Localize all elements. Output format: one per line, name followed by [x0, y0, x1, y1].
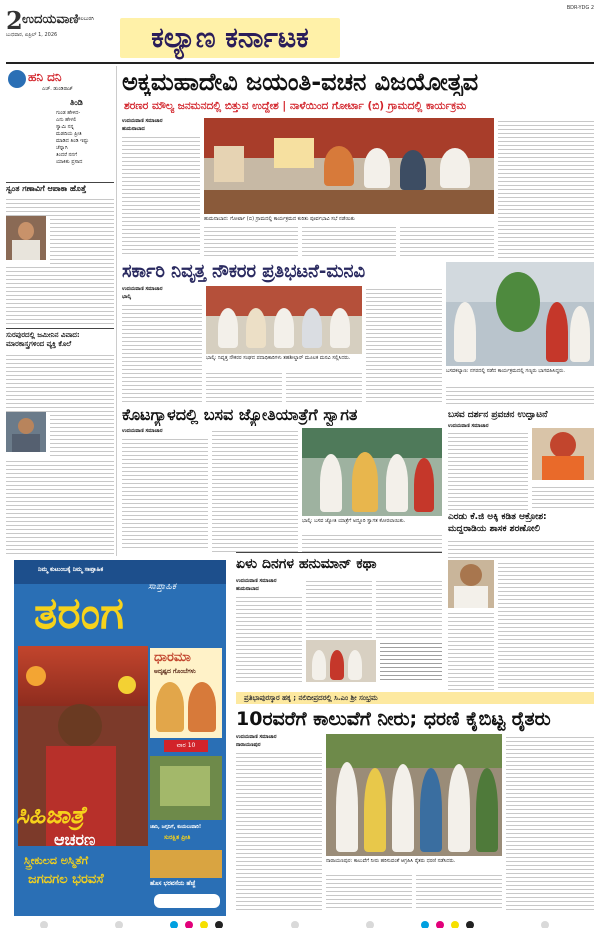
protest-headline: ಸರ್ಕಾರಿ ನಿವೃತ್ತ ನೌಕರರ ಪ್ರತಿಭಟನೆ-ಮನವಿ	[122, 261, 366, 282]
left-story2-headline: ಸುರಪುರದಲ್ಲಿ ಜಮೀನಿನ ವಿವಾದ: ಮಾರಕಾಸ್ತ್ರಗಳಿಂದ ವ್ಯಕ್ತಿ ಕೊಲೆ	[6, 331, 80, 348]
main-text-col5	[498, 118, 594, 258]
hanuman-text-col1	[236, 594, 302, 682]
main-col1	[122, 118, 200, 256]
basava-text-col2	[212, 428, 298, 552]
page-number: 2	[6, 6, 23, 35]
section-title: ಕಲ್ಯಾಣ ಕರ್ನಾಟಕ	[151, 21, 309, 54]
basava-photo	[302, 428, 442, 516]
ad-line1: ಸ್ತ್ರೀಕುಲದ ಅಸ್ಮಿತೆಗೆ	[24, 854, 89, 867]
poem-line: ತಿಂದರೆ ನನಗೆ	[56, 152, 77, 158]
water-text-col3	[416, 872, 502, 910]
news-strip-text: ಪ್ರತಿಭಾಪುರಸ್ಕಾರ ಹಕ್ಕ ; ನಲಿದೀಪ್ರದರಲ್ಲಿ ಸಿ.ಎಂ ಶ್ರೀ ಸಂಭ್ರಮ	[244, 694, 378, 702]
main-byline: ಉದಯವಾಣಿ ಸಮಾಚಾರ	[122, 118, 163, 124]
right-event-photo	[446, 262, 594, 366]
pravachana-text-2	[532, 484, 594, 510]
basava-byline: ಉದಯವಾಣಿ ಸಮಾಚಾರ	[122, 428, 163, 434]
page-code: BDR-YDG 2	[566, 5, 594, 11]
section-title-band	[120, 18, 340, 58]
water-text-col4	[506, 734, 594, 910]
protest-text-col3	[286, 370, 362, 404]
ad-issue-label: ವಾರ 10	[164, 740, 208, 752]
divider	[6, 182, 114, 183]
ad-logo-badge	[154, 894, 220, 908]
protest-caption: ಭಾಲ್ಕಿ: ನಿವೃತ್ತ ನೌಕರರ ಸಂಘದ ಪದಾಧಿಕಾರಿಗಳು ತಹಶೀಲ್ದಾರ್ ಮೂಲಕ ಮನವಿ ಸಲ್ಲಿಸಿದರು.	[206, 355, 351, 361]
print-marks	[40, 914, 560, 924]
water-headline: 10ರವರೆಗೆ ಕಾಲುವೆಗೆ ನೀರು; ಧರಣಿ ಕೈಬಿಟ್ಟ ರೈತರು	[236, 708, 551, 730]
basava-text-col3	[302, 532, 442, 552]
header-rule	[6, 62, 594, 64]
hanuman-text-col4	[380, 640, 442, 682]
doll-image	[188, 682, 216, 732]
basava-caption: ಭಾಲ್ಕಿ: ಬಸವ ಜ್ಯೋತಿ ಯಾತ್ರೆಗೆ ಅದ್ದೂರಿ ಸ್ವಾಗತ ಕೋರಲಾಯಿತು.	[302, 518, 406, 524]
main-text-col3	[302, 224, 396, 258]
water-caption: ನಾರಾಯಣಪುರ: ಕಾಲುವೆಗೆ ನೀರು ಹರಿಸುವಂತೆ ಆಗ್ರಹಿಸಿ ರೈತರು ಧರಣಿ ನಡೆಸಿದರು.	[326, 858, 456, 864]
pravachana-text	[448, 430, 528, 510]
kg-text-col2	[498, 560, 594, 690]
hani-dani-heading: ತಿಂಡಿ	[70, 98, 83, 107]
ad-footer: ಹೊಸ ಭರವಸೆಯ ಹೆಜ್ಜೆ	[150, 880, 196, 887]
left-story2-text2	[50, 412, 114, 456]
hanuman-place: ಹುಮನಾಬಾದ	[236, 586, 259, 592]
taranga-advertisement[interactable]	[14, 560, 226, 916]
kg-photo	[448, 560, 494, 608]
main-text-col1	[122, 134, 200, 256]
right-event-caption: ಬಸವಕಲ್ಯಾಣ: ನಗರದಲ್ಲಿ ನಡೆದ ಕಾರ್ಯಕ್ರಮದಲ್ಲಿ ಗಣ್ಯರು ಭಾಗವಹಿಸಿದ್ದರು.	[446, 368, 565, 374]
water-place: ನಾರಾಯಣಪುರ	[236, 742, 261, 748]
divider	[236, 552, 442, 553]
ad-tagline: ನಿಮ್ಮ ಕುಟುಂಬಕ್ಕೆ ನಿಮ್ಮ ಸಾಪ್ತಾಹಿಕ	[38, 566, 104, 573]
protest-byline: ಉದಯವಾಣಿ ಸಮಾಚಾರ	[122, 286, 163, 292]
ad-side-photo	[150, 756, 222, 820]
water-byline: ಉದಯವಾಣಿ ಸಮಾಚಾರ	[236, 734, 277, 740]
hanuman-byline: ಉದಯವಾಣಿ ಸಮಾಚಾರ	[236, 578, 277, 584]
ad-title: ತರಂಗ	[34, 588, 124, 639]
ad-special: ಸಿಹಿಜಾತ್ರೆ	[16, 801, 85, 829]
left-column	[6, 66, 114, 556]
kg-text	[448, 538, 594, 558]
main-photo-caption: ಹುಮನಾಬಾದ: ಗೋರ್ಟಾ (ಬಿ) ಗ್ರಾಮದಲ್ಲಿ ಕಾರ್ಯಕ್ರಮದ ಕುರಿತು ಪೂರ್ವಭಾವಿ ಸಭೆ ನಡೆಯಿತು	[204, 216, 355, 222]
ad-weekly: ಸಾಪ್ತಾಹಿಕ	[148, 582, 176, 592]
edition-label: ಕಲಬುರಗಿ	[78, 16, 94, 22]
poem-line: ಮಡದಿಯ ಪ್ರೀತಿ	[56, 131, 82, 137]
left-story1-text	[6, 196, 114, 216]
hanuman-photo	[306, 640, 376, 682]
ad-special-2: ಆಚರಣ	[54, 830, 96, 849]
left-story1-text2	[50, 216, 114, 264]
hani-dani-title: ಹನಿ ದನಿ	[28, 70, 62, 84]
main-headline: ಅಕ್ಕಮಹಾದೇವಿ ಜಯಂತಿ-ವಚನ ವಿಜಯೋತ್ಸವ	[122, 68, 479, 96]
left-story1-headline: ಸ್ವಂತ ಗಣಾವಿಗೆ ಆಪಾಕಾ ಹೊತ್ತೆ	[6, 184, 87, 193]
poem-line: ಗುಂಡ ಹೇಳಿದ-	[56, 110, 81, 116]
main-photo	[204, 118, 494, 214]
protest-place: ಭಾಲ್ಕಿ	[122, 294, 131, 300]
poem-line: ಮಾಡಿದ ತಿಂಡಿ ಇಷ್ಟು	[56, 138, 89, 144]
hanuman-text-col3	[376, 578, 442, 638]
water-photo	[326, 734, 502, 856]
hanuman-col1	[236, 578, 302, 682]
doll-image	[156, 682, 184, 732]
poem-line: ಯಾಕಿತು ಪ್ರಸಾದ	[56, 159, 83, 165]
pravachana-photo	[532, 428, 594, 480]
kg-text-col1	[448, 610, 494, 690]
poem-line: ಚೆನ್ನಾಗಿ	[56, 145, 68, 151]
kg-headline-1: ಎರಡು ಕೆ.ಜಿ ಅಕ್ಕಿ ಕಡಿತ ಆಕ್ರೋಶ:	[448, 512, 547, 522]
news-strip	[236, 692, 594, 704]
portrait-photo	[6, 216, 46, 260]
drop-icon	[8, 70, 26, 88]
pravachana-headline: ಬಸವ ದರ್ಶನ ಪ್ರವಚನ ಉದ್ಘಾಟನೆ	[448, 410, 548, 420]
paper-name: ಉದಯವಾಣಿ	[22, 12, 79, 27]
ad-side-photo-2	[150, 850, 222, 878]
poem-line: ಎನು ಹೇಳಲಿ	[56, 117, 77, 123]
pravachana-byline: ಉದಯವಾಣಿ ಸಮಾಚಾರ	[448, 423, 489, 429]
main-text-col2	[204, 224, 298, 258]
protest-col1	[122, 286, 202, 404]
ad-serial-sub: ಅದೃಷ್ಟದ ಗೊಂಬೆಗಳು	[154, 668, 196, 675]
main-subhead: ಶರಣರ ಮೌಲ್ಯ ಜನಮನದಲ್ಲಿ ಬಿತ್ತುವ ಉದ್ದೇಶ | ನಾಳೆಯಿಂದ ಗೋರ್ಟಾ (ಬಿ) ಗ್ರಾಮದಲ್ಲಿ ಕಾರ್ಯಕ್ರಮ	[124, 100, 467, 112]
poem-line: ಸ್ವಾಮಿ ನನ್ನ	[56, 124, 74, 130]
portrait-photo-2	[6, 412, 46, 452]
kg-headline-2: ಮದ್ದರಾಡಿಯ ಶಾಸಕ ಶರಣೋಲಿ	[448, 524, 540, 534]
ad-side-text-2: ಸುರಕ್ಷಿತ ಪ್ರೀತಿ	[164, 834, 191, 841]
ad-serial-box	[150, 648, 222, 738]
left-story2-text	[6, 352, 114, 412]
hani-dani-box	[6, 68, 114, 184]
basava-text-col1	[122, 436, 208, 550]
basava-col1	[122, 428, 208, 552]
water-text-col2	[326, 872, 412, 910]
left-story1-text3	[6, 264, 114, 326]
divider	[6, 328, 114, 329]
right-event-text	[446, 384, 594, 404]
ad-line2: ಜಗದಗಲ ಭರವಸೆ	[28, 872, 104, 887]
issue-date: ಬುಧವಾರ, ಏಪ್ರಿಲ್ 1, 2026	[6, 32, 58, 38]
protest-photo	[206, 286, 362, 354]
hanuman-headline: ಏಳು ದಿನಗಳ ಹನುಮಾನ್ ಕಥಾ	[236, 556, 377, 572]
ad-serial: ಧಾರಮಾ	[154, 650, 191, 665]
main-text-col4	[400, 224, 494, 258]
protest-text-col2	[206, 370, 282, 404]
basava-headline: ಕೊಟಗ್ಯಾಳದಲ್ಲಿ ಬಸವ ಜ್ಯೋತಿಯಾತ್ರೆಗೆ ಸ್ವಾಗತ	[122, 405, 358, 424]
hani-dani-poem	[56, 110, 114, 166]
column-rule	[116, 66, 117, 556]
ad-side-text: ಜಾನಿ, ಜಗ್ಗನಿಗೆ, ಕುಯಲುವಾರಿ!	[150, 824, 202, 830]
protest-text-col1	[122, 302, 202, 402]
left-story2-text3	[6, 458, 114, 556]
water-text-col1	[236, 750, 322, 910]
hani-dani-author: ಎಚ್. ಡುಂಡಿರಾಜ್	[42, 86, 73, 92]
main-place: ಹುಮನಾಬಾದ	[122, 126, 145, 132]
water-col1	[236, 734, 322, 910]
protest-text-col4	[366, 286, 442, 404]
